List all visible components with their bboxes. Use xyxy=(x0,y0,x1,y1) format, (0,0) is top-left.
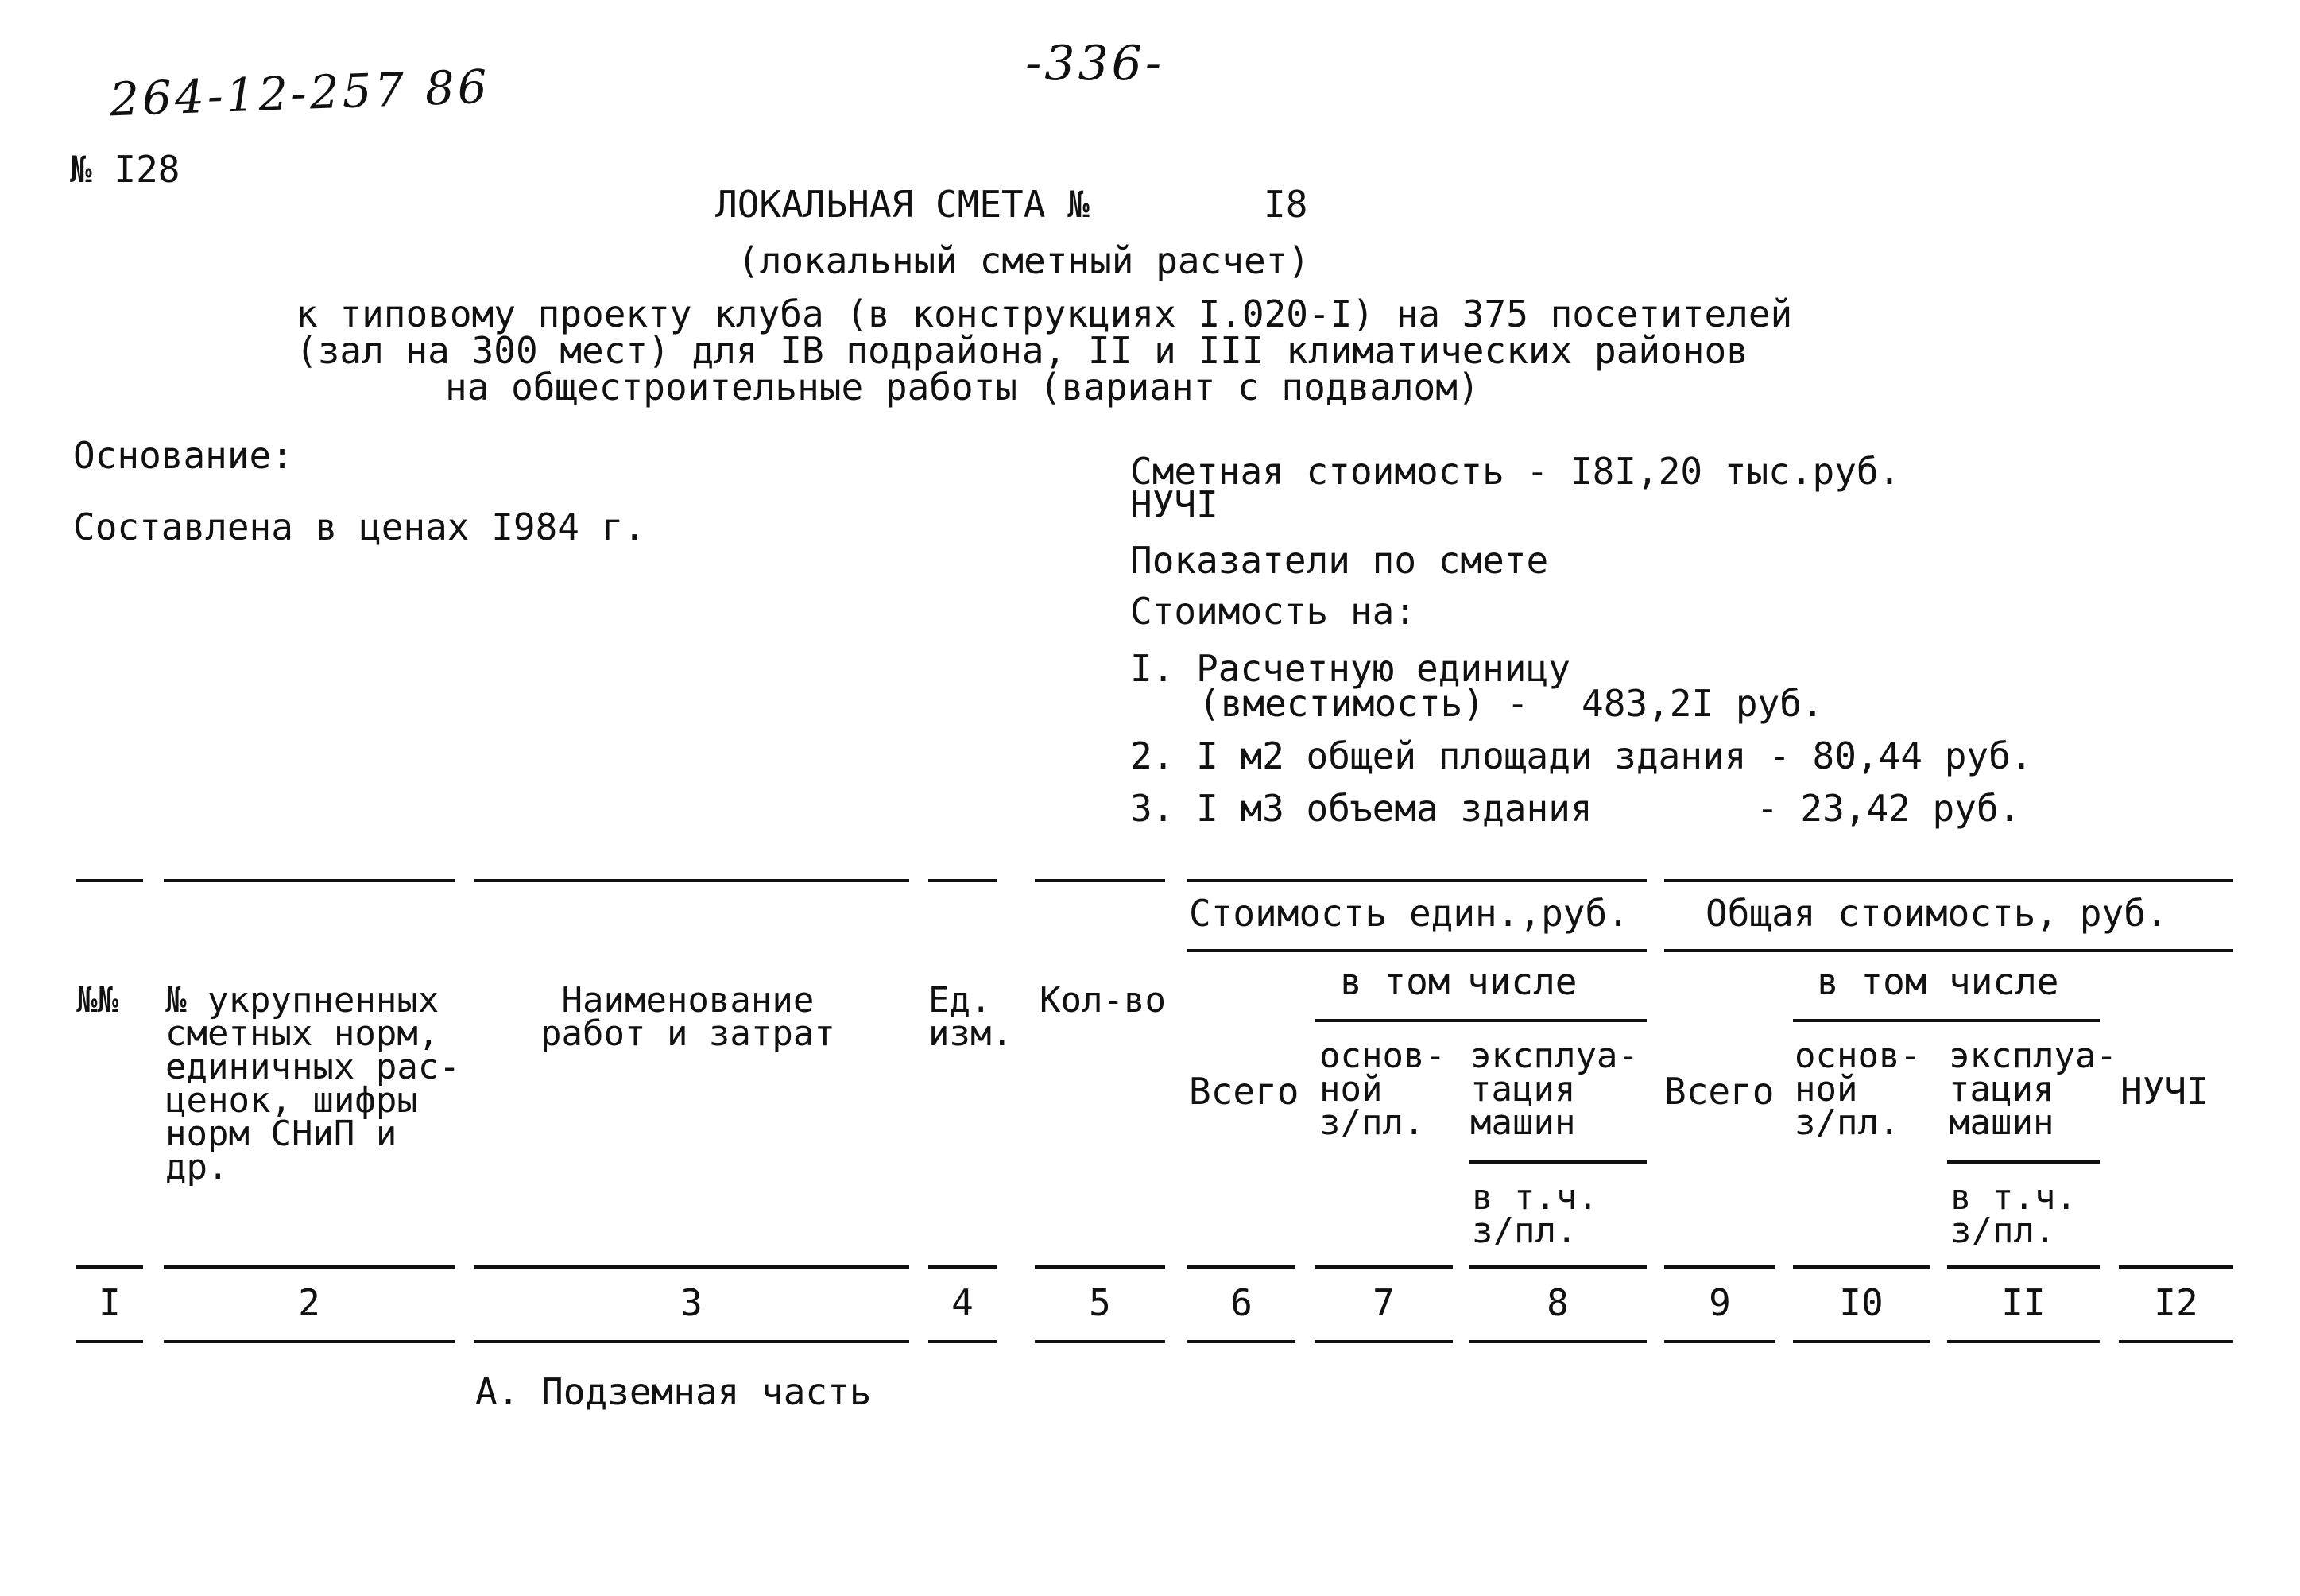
section-title: А. Подземная часть xyxy=(475,1370,872,1413)
total-total-header: Всего xyxy=(1664,1070,1775,1113)
unit-total-header: Всего xyxy=(1189,1070,1299,1113)
prices-note: Составлена в ценах I984 г. xyxy=(73,506,646,548)
indicator-1-value: 483,2I руб. xyxy=(1582,682,1824,725)
total-incl-label-2: числе xyxy=(1949,960,2059,1003)
cost-for-label: Стоимость на: xyxy=(1130,590,1417,633)
handwritten-code: 264-12-257 86 xyxy=(108,59,491,127)
nuchi-column-header: НУЧI xyxy=(2120,1070,2209,1113)
unit-cost-group-header: Стоимость един.,руб. xyxy=(1189,892,1629,935)
col-number-3: 3 xyxy=(680,1281,703,1324)
col-number-11: II xyxy=(2001,1281,2046,1324)
unit-machine-header: эксплуа- тация машин xyxy=(1470,1036,1639,1143)
basis-label: Основание: xyxy=(73,434,293,477)
col-number-6: 6 xyxy=(1230,1281,1253,1324)
indicator-1-line2: (вместимость) - xyxy=(1198,682,1529,725)
title-line2: (локальный сметный расчет) xyxy=(738,239,1311,282)
unit-incl-label-1: в том xyxy=(1340,960,1450,1003)
unit-basic-wage-header: основ- ной з/пл. xyxy=(1319,1036,1446,1143)
col-number-10: I0 xyxy=(1839,1281,1884,1324)
indicator-3-value: - 23,42 руб. xyxy=(1756,787,2021,830)
col1-header: №№ xyxy=(76,980,118,1021)
indicator-3-label: 3. I м3 объема здания xyxy=(1130,787,1593,830)
col-number-12: I2 xyxy=(2154,1281,2198,1324)
col-number-5: 5 xyxy=(1089,1281,1111,1324)
col-number-9: 9 xyxy=(1709,1281,1731,1324)
total-incl-label-1: в том xyxy=(1817,960,1927,1003)
col-number-7: 7 xyxy=(1373,1281,1395,1324)
indicator-1-line1: I. Расчетную единицу xyxy=(1130,647,1570,690)
col-number-8: 8 xyxy=(1547,1281,1569,1324)
description-line2: (зал на 300 мест) для IB подрайона, II и III климатических районов xyxy=(296,329,1748,372)
unit-incl-wage-header: в т.ч. з/пл. xyxy=(1472,1177,1598,1251)
total-machine-header: эксплуа- тация машин xyxy=(1949,1036,2117,1143)
col-number-1: I xyxy=(99,1281,121,1324)
estimate-number: I8 xyxy=(1264,183,1308,226)
unit-machine-rule xyxy=(1469,1160,1647,1164)
col5-header: Кол-во xyxy=(1040,980,1166,1021)
description-line3: на общестроительные работы (вариант с подвалом) xyxy=(445,366,1480,409)
unit-incl-label-2: числе xyxy=(1467,960,1578,1003)
indicator-2: 2. I м2 общей площади здания - 80,44 руб. xyxy=(1130,734,2033,777)
document-number: № I28 xyxy=(70,148,180,191)
total-basic-wage-header: основ- ной з/пл. xyxy=(1795,1036,1921,1143)
total-incl-wage-header: в т.ч. з/пл. xyxy=(1950,1177,2077,1251)
col2-header: № укрупненных сметных норм, единичных рас- ценок, шифры норм СНиП и др. xyxy=(165,980,460,1187)
col-number-4: 4 xyxy=(951,1281,974,1324)
page-number: -336- xyxy=(1025,36,1165,91)
unit-cost-group-rule xyxy=(1187,949,1647,952)
col3-header: Наименование работ и затрат xyxy=(540,980,835,1054)
total-incl-rule xyxy=(1793,1019,2100,1022)
total-machine-rule xyxy=(1947,1160,2100,1164)
estimated-cost: Сметная стоимость - I8I,20 тыс.руб. xyxy=(1130,450,1901,493)
description-line1: к типовому проекту клуба (в конструкциях I.020-I) на 375 посетителей xyxy=(296,292,1793,335)
nuchi-label: НУЧI xyxy=(1130,483,1218,526)
title-line1: ЛОКАЛЬНАЯ СМЕТА № xyxy=(715,183,1090,226)
total-cost-group-header: Общая стоимость, руб. xyxy=(1706,892,2168,935)
unit-incl-rule xyxy=(1315,1019,1647,1022)
col-number-2: 2 xyxy=(298,1281,320,1324)
total-cost-group-rule xyxy=(1664,949,2233,952)
col4-header: Ед. изм. xyxy=(928,980,1013,1054)
indicators-label: Показатели по смете xyxy=(1130,539,1549,582)
